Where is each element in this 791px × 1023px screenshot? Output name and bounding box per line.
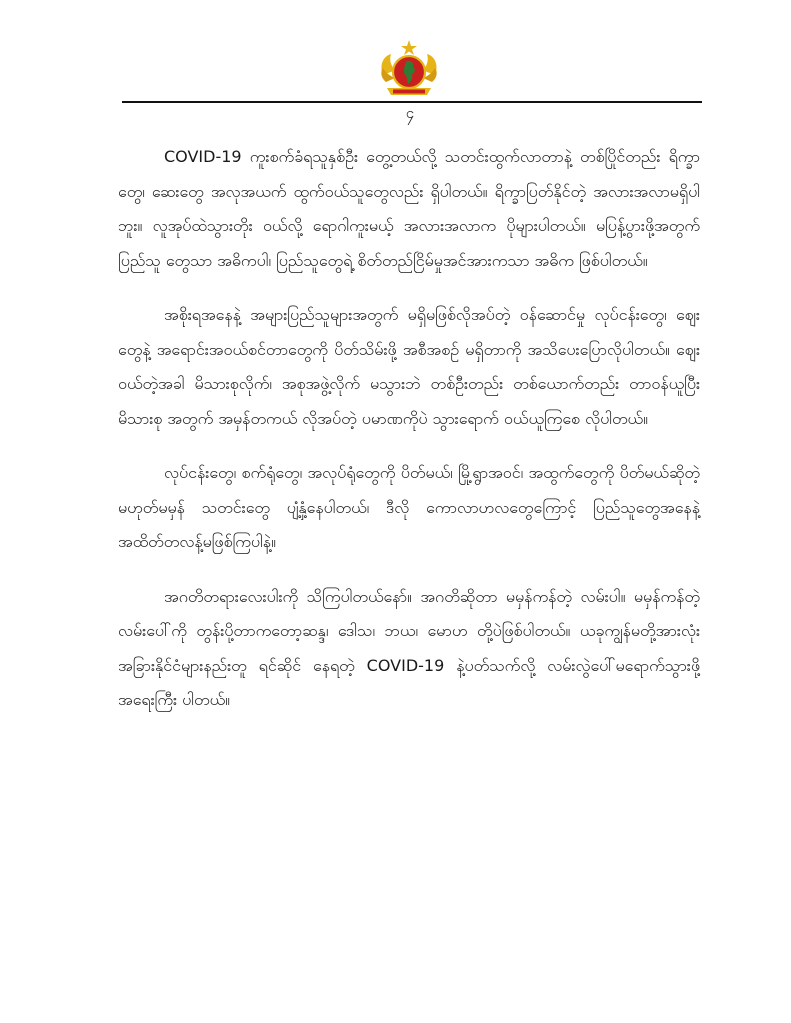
header-rule xyxy=(122,101,702,103)
body-text xyxy=(118,140,700,738)
page-number: ၄ xyxy=(405,104,415,122)
paragraph-1: COVID-19 ကူးစက်ခံရသူနှစ်ဦး တွေ့တယ်လို့ သတင်းထွက်လာတာနဲ့ တစ်ပြိုင်တည်း ရိက္ခာတွေ၊ ဆေးတွေ အလုအယက် ထွက်ဝယ်သူတွေလည်း ရှိပါတယ်။ ရိက္ခာပြတ်နိုင်တဲ့ အလားအလာမရှိပါဘူး။ လူအုပ်ထဲသွားတိုး ဝယ်လို့ ရောဂါကူးမယ့် အလားအလာက ပိုများပါတယ်။ မပြန့်ပွားဖို့အတွက် ပြည်သူ တွေသာ အဓိကပါ၊ ပြည်သူတွေရဲ့ စိတ်တည်ငြိမ်မှုအင်အားကသာ အဓိက ဖြစ်ပါတယ်။ xyxy=(118,147,700,270)
paragraph-3: လုပ်ငန်းတွေ၊ စက်ရုံတွေ၊ အလုပ်ရုံတွေကို ပိတ်မယ်၊ မြို့ရွာအဝင်၊ အထွက်တွေကို ပိတ်မယ်ဆိုတဲ့ မဟုတ်မမှန် သတင်းတွေ ပျံ့နှံ့နေပါတယ်၊ ဒီလို ကောလာဟလတွေကြောင့် ပြည်သူတွေအနေနဲ့ အထိတ်တလန့်မဖြစ်ကြပါနဲ့။ xyxy=(118,463,700,551)
paragraph-2: အစိုးရအနေနဲ့ အများပြည်သူများအတွက် မရှိမဖြစ်လိုအပ်တဲ့ ဝန်ဆောင်မှု လုပ်ငန်းတွေ၊ ဈေးတွေနဲ့ အရောင်းအဝယ်စင်တာတွေကို ပိတ်သိမ်းဖို့ အစီအစဉ် မရှိတာကို အသိပေးပြောလိုပါတယ်။ ဈေးဝယ်တဲ့အခါ မိသားစုလိုက်၊ အစုအဖွဲ့လိုက် မသွားဘဲ တစ်ဦးတည်း တစ်ယောက်တည်း တာဝန်ယူပြီး မိသားစု အတွက် အမှန်တကယ် လိုအပ်တဲ့ ပမာဏကိုပဲ သွားရောက် ဝယ်ယူကြစေ လိုပါတယ်။ xyxy=(118,305,700,428)
paragraph-4: အဂတိတရားလေးပါးကို သိကြပါတယ်နော်။ အဂတိဆိုတာ မမှန်ကန်တဲ့ လမ်းပါ။ မမှန်ကန်တဲ့လမ်းပေါ်ကို တွန်းပို့တာကတော့ဆန္ဒ၊ ဒေါသ၊ ဘယ၊ မောဟ တို့ပဲဖြစ်ပါတယ်။ ယခုကျွန်မတို့အားလုံး အခြားနိုင်ငံများနည်းတူ ရင်ဆိုင် နေရတဲ့ COVID-19 နဲ့ပတ်သက်လို့ လမ်းလွဲပေါ်မရောက်သွားဖို့ အရေးကြီး ပါတယ်။ xyxy=(118,586,700,709)
state-seal-icon xyxy=(377,40,441,98)
